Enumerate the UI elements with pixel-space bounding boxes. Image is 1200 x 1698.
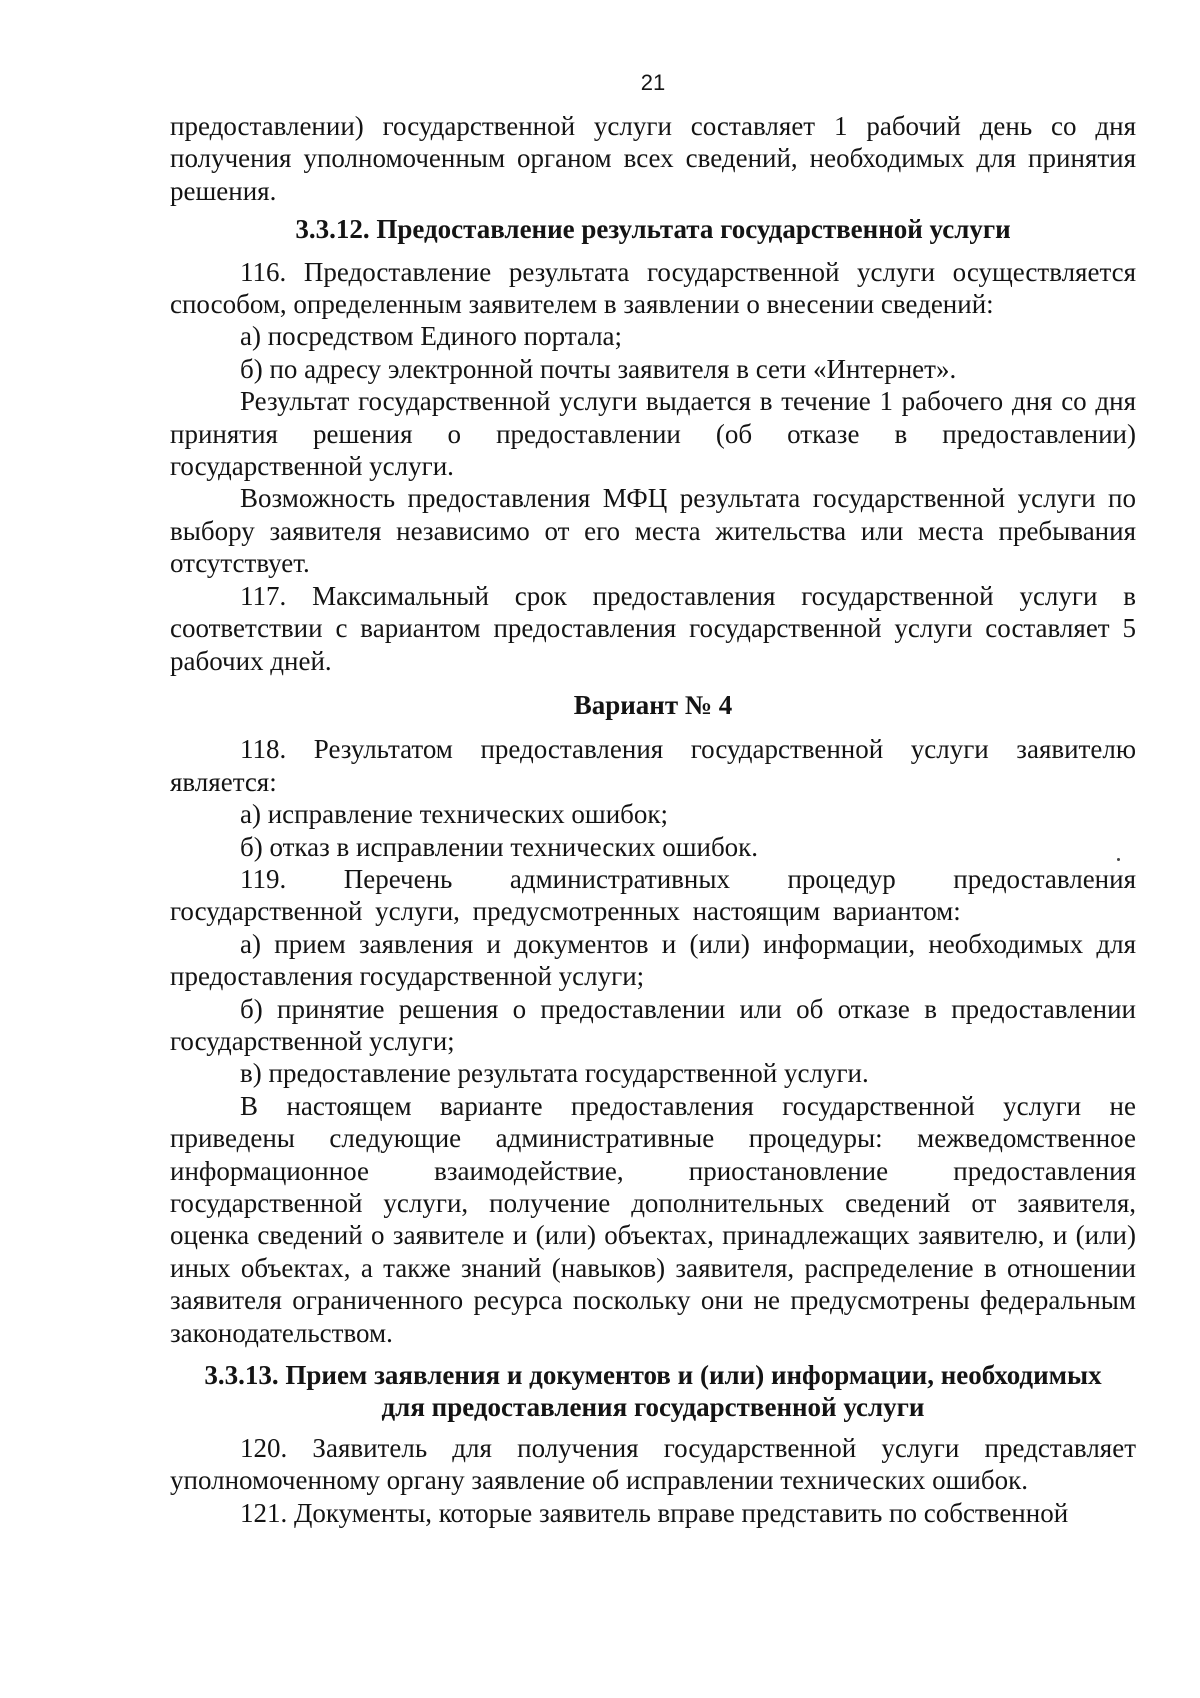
document-page: [170, 70, 1136, 1529]
paragraph-119: 119. Перечень административных процедур предоставления государственной услуги, предусмотренных настоящим вариантом:: [170, 863, 1136, 927]
section-3-3-13-title-line-1: 3.3.13. Прием заявления и документов и (или) информации, необходимых: [204, 1360, 1102, 1391]
paragraph-118-b: б) отказ в исправлении технических ошибок.: [240, 831, 759, 862]
paragraph-116-a: а) посредством Единого портала;: [240, 321, 623, 352]
paragraph-116: 116. Предоставление результата государственной услуги осуществляется способом, определенным заявителем в заявлении о внесении сведений:: [170, 256, 1136, 320]
intro-paragraph: предоставлении) государственной услуги составляет 1 рабочий день со дня получения уполномоченным органом всех сведений, необходимых для принятия решения.: [170, 111, 1136, 206]
not-included-procedures-paragraph: В настоящем варианте предоставления государственной услуги не приведены следующие административные процедуры: межведомственное информационное взаимодействие, приостановление предоставления государственной услуги, получение дополнительных сведений от заявителя, оценка сведений о заявителе и (или) объектах, принадлежащих заявителю, и (или) иных объектах, а также знаний (навыков) заявителя, распределение в отношении заявителя ограниченного ресурса поскольку они не предусмотрены федеральным законодательством.: [170, 1090, 1136, 1348]
paragraph-116-b: б) по адресу электронной почты заявителя в сети «Интернет».: [240, 353, 957, 384]
paragraph-120: 120. Заявитель для получения государственной услуги представляет уполномоченному органу заявление об исправлении технических ошибок.: [170, 1432, 1136, 1496]
paragraph-119-c: в) предоставление результата государственной услуги.: [240, 1058, 869, 1089]
paragraph-118-a: а) исправление технических ошибок;: [240, 799, 669, 830]
mfc-paragraph: Возможность предоставления МФЦ результата государственной услуги по выбору заявителя независимо от его места жительства или места пребывания отсутствует.: [170, 483, 1136, 579]
paragraph-118: 118. Результатом предоставления государственной услуги заявителю является:: [170, 734, 1136, 797]
paragraph-121: 121. Документы, которые заявитель вправе представить по собственной: [240, 1497, 1069, 1528]
result-issue-paragraph: Результат государственной услуги выдается в течение 1 рабочего дня со дня принятия решения о предоставлении (об отказе в предоставлении) государственной услуги.: [170, 386, 1136, 482]
page-number: 21: [640, 70, 666, 95]
variant-4-title: Вариант № 4: [573, 689, 733, 720]
paragraph-117: 117. Максимальный срок предоставления государственной услуги в соответствии с вариантом предоставления государственной услуги составляет 5 рабочих дней.: [170, 580, 1136, 676]
paragraph-119-b: б) принятие решения о предоставлении или об отказе в предоставлении государственной услуги;: [170, 993, 1136, 1056]
section-3-3-12-title: 3.3.12. Предоставление результата государственной услуги: [295, 214, 1011, 245]
paragraph-119-a: а) прием заявления и документов и (или) информации, необходимых для предоставления государственной услуги;: [170, 928, 1136, 992]
section-3-3-13-title-line-2: для предоставления государственной услуги: [381, 1392, 925, 1423]
section-3-3-13-title: [170, 1359, 1136, 1424]
scan-speck: [1117, 858, 1120, 861]
